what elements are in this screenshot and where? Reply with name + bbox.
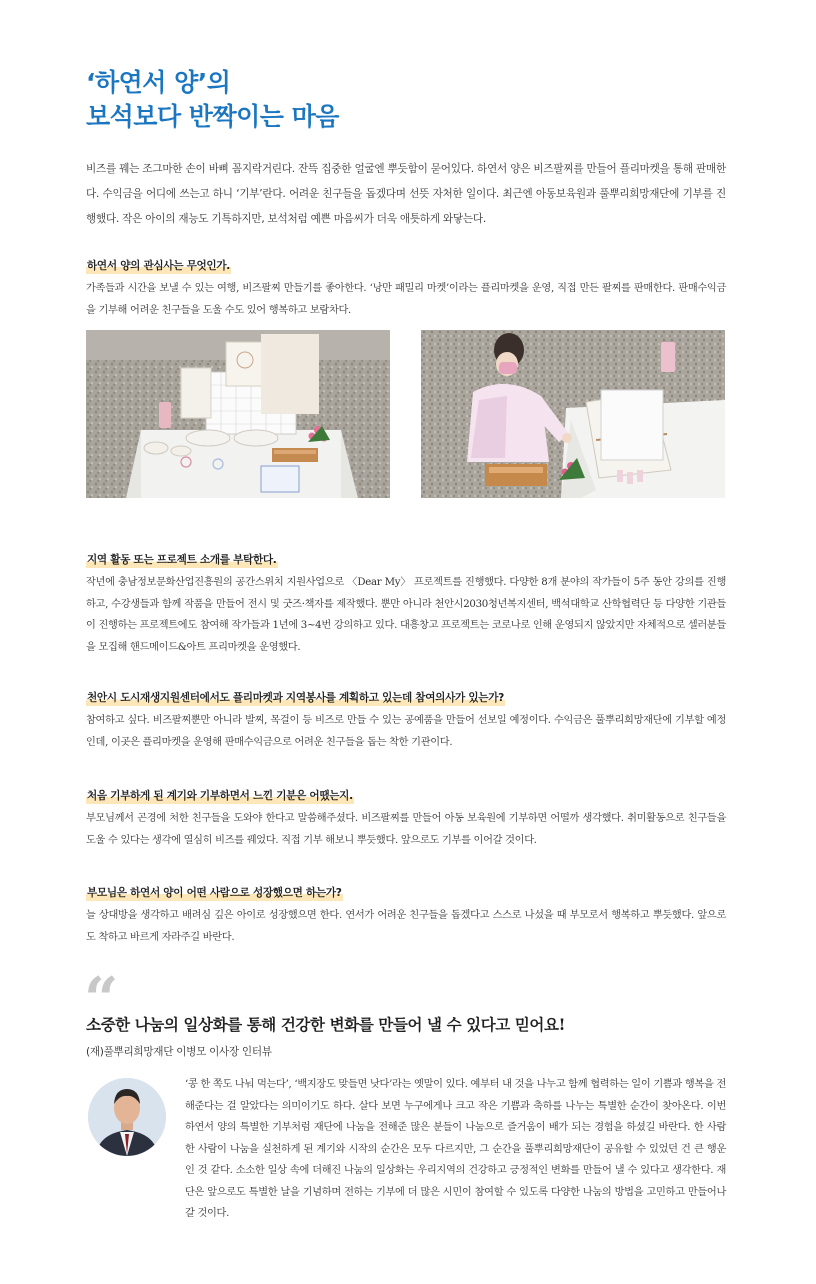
title-line-1: ‘하연서 양’의 [86, 68, 231, 97]
interview-body: ‘콩 한 쪽도 나눠 먹는다’, ‘백지장도 맞들면 낫다’라는 옛말이 있다. 예부터 내 것을 나누고 함께 협력하는 일이 기쁨과 행복을 전해준다는 걸 알았다는 의미이기도 하다. 살다 보면 누구에게나 크고 작은 기쁨과 축하를 나누는 특별한 순간이 찾아온다. 이번 하연서 양의 특별한 기부처럼 재단에 나눔을 전해준 많은 분들이 나눔으로 즐거움이 배가 되는 경험을 하셨길 바란다. 한 사람 한 사람이 나눔을 실천하게 된 계기와 시작의 순간은 모두 다르지만, 그 순간을 풀뿌리희망재단이 공유할 수 있었던 건 큰 행운인 것 같다. 소소한 일상 속에 더해진 나눔의 일상화는 우리지역의 건강하고 긍정적인 변화를 만들어 낼 수 있다고 생각한다. 재단은 앞으로도 특별한 날을 기념하며 전하는 기부에 더 많은 시민이 참여할 수 있도록 다양한 나눔의 방법을 고민하고 만들어나갈 것이다. [185, 1079, 726, 1219]
qa-section-interests [86, 254, 726, 321]
answer-paragraph: 가족들과 시간을 보낼 수 있는 여행, 비즈팔찌 만들기를 좋아한다. ‘낭만 패밀리 마켓’이라는 플리마켓을 운영, 직접 만든 팔찌를 판매한다. 판매수익금을 기부해 어려운 친구들을 도울 수도 있어 행복하고 보람차다. [86, 283, 726, 316]
interviewee-portrait [88, 1078, 166, 1156]
page-title [86, 66, 339, 134]
intro-paragraph: 비즈를 꿰는 조그마한 손이 바삐 꼼지락거린다. 잔뜩 집중한 얼굴엔 뿌듯함이 묻어있다. 하연서 양은 비즈팔찌를 만들어 플리마켓을 통해 판매한다. 수익금을 어디에 쓰는고 하니 ‘기부’란다. 어려운 친구들을 돕겠다며 선뜻 자처한 일이다. 최근엔 아동보육원과 풀뿌리희망재단에 기부를 진행했다. 작은 아이의 재능도 기특하지만, 보석처럼 예쁜 마음씨가 더욱 애틋하게 와닿는다. [86, 163, 726, 225]
interview-title: 소중한 나눔의 일상화를 통해 건강한 변화를 만들어 낼 수 있다고 믿어요! [86, 1015, 565, 1034]
qa-section-first-donation [86, 784, 726, 851]
qa-section-participation [86, 686, 726, 753]
flea-market-table-photo [86, 330, 390, 498]
question-heading: 지역 활동 또는 프로젝트 소개를 부탁한다. [87, 554, 277, 566]
qa-section-parents-hope [86, 881, 726, 948]
title-line-2: 보석보다 반짝이는 마음 [86, 102, 339, 131]
question-heading: 부모님은 하연서 양이 어떤 사람으로 성장했으면 하는가? [87, 887, 342, 899]
answer-paragraph: 작년에 충남정보문화산업진흥원의 공간스위치 지원사업으로 〈Dear My〉 프로젝트를 진행했다. 다양한 8개 분야의 작가들이 5주 동안 강의를 진행하고, 수강생들과 함께 작품을 만들어 전시 및 굿즈·책자를 제작했다. 뿐만 아니라 천안시2030청년복지센터, 백석대학교 산학협력단 등 다양한 기관들이 진행하는 프로젝트에도 참여해 작가들과 1년에 3~4번 강의하고 있다. 대흥창고 프로젝트는 코로나로 인해 운영되지 않았지만 자체적으로 셀러분들을 모집해 핸드메이드&아트 프리마켓을 운영했다. [86, 577, 726, 653]
question-heading: 천안시 도시재생지원센터에서도 플리마켓과 지역봉사를 계획하고 있는데 참여의사가 있는가? [87, 692, 504, 704]
question-heading: 하연서 양의 관심사는 무엇인가. [87, 260, 231, 272]
quote-mark-icon: “ [84, 965, 119, 1035]
answer-paragraph: 늘 상대방을 생각하고 배려심 깊은 아이로 성장했으면 한다. 연서가 어려운 친구들을 돕겠다고 스스로 나섰을 때 부모로서 행복하고 뿌듯했다. 앞으로도 착하고 바르게 자라주길 바란다. [86, 910, 726, 943]
question-heading: 처음 기부하게 된 계기와 기부하면서 느낀 기분은 어땠는지. [87, 790, 353, 802]
qa-section-projects [86, 548, 726, 658]
answer-paragraph: 부모님께서 곤경에 처한 친구들을 도와야 한다고 말씀해주셨다. 비즈팔찌를 만들어 아동 보육원에 기부하면 어떨까 생각했다. 취미활동으로 친구들을 도울 수 있다는 생각에 열심히 비즈를 꿰었다. 직접 기부 해보니 뿌듯했다. 앞으로도 기부를 이어갈 것이다. [86, 813, 726, 846]
girl-making-bracelets-photo [421, 330, 725, 498]
interview-subtitle: (재)풀뿌리희망재단 이병모 이사장 인터뷰 [86, 1046, 272, 1058]
answer-paragraph: 참여하고 싶다. 비즈팔찌뿐만 아니라 발찌, 목걸이 등 비즈로 만들 수 있는 공예품을 만들어 선보일 예정이다. 수익금은 풀뿌리희망재단에 기부할 예정인데, 이곳은 플리마켓을 운영해 판매수익금으로 어려운 친구들을 돕는 착한 기관이다. [86, 715, 726, 748]
